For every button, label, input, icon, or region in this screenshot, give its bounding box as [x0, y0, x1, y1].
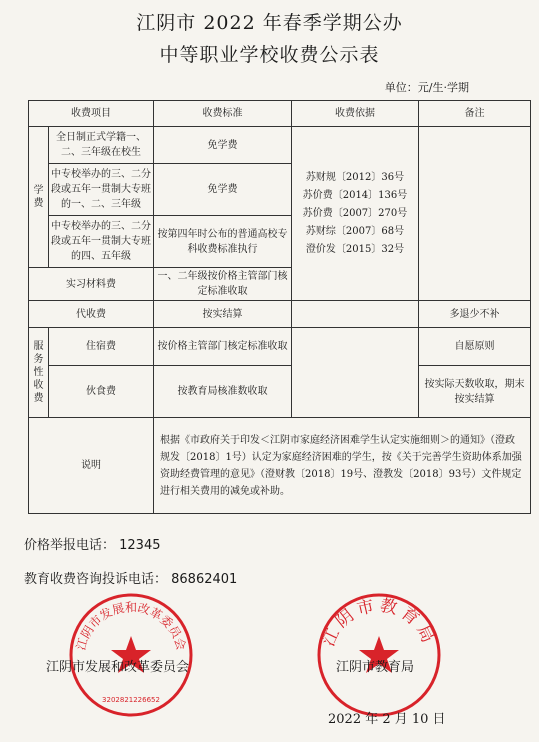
seal-ndrc-icon [66, 590, 196, 720]
tuition-desc: 中专校举办的三、二分段或五年一贯制大专班的一、二、三年级 [49, 164, 154, 216]
agency-std: 按实结算 [154, 301, 292, 328]
seal-education-bureau-icon [314, 590, 444, 720]
explain-label: 说明 [29, 418, 154, 514]
title-line-1: 江阴市 2022 年春季学期公办 [136, 12, 403, 34]
header-note: 备注 [419, 101, 531, 127]
svg-text:江阴市教育局: 江阴市教育局 [318, 595, 440, 650]
basis-empty [292, 301, 419, 328]
basis-empty [292, 328, 419, 418]
table-row [29, 127, 531, 164]
table-row [29, 328, 531, 366]
table-row [29, 366, 531, 418]
header-standard: 收费标准 [154, 101, 292, 127]
explain-text: 根据《市政府关于印发＜江阴市家庭经济困难学生认定实施细则＞的通知》（澄政规发〔2018〕1号）认定为家庭经济困难的学生，按《关于完善学生资助体系加强资助经费管理的意见》（澄财教〔2018〕19号、澄教发〔2018〕93号）文件规定进行相关费用的减免或补助。 [154, 418, 531, 514]
materials-std: 一、二年级按价格主管部门核定标准收取 [154, 268, 292, 301]
issue-date: 2022 年 2 月 10 日 [328, 712, 446, 727]
tuition-std: 免学费 [154, 127, 292, 164]
header-row [29, 101, 531, 127]
table-row [29, 301, 531, 328]
service-label: 服务性收费 [29, 328, 49, 418]
signer-education-bureau: 江阴市教育局 [336, 660, 415, 675]
service-note: 自愿原则 [419, 328, 531, 366]
agency-label: 代收费 [29, 301, 154, 328]
tuition-desc: 中专校举办的三、二分段或五年一贯制大专班的四、五年级 [49, 216, 154, 268]
basis-line: 苏财规〔2012〕36号 [305, 171, 405, 183]
header-item: 收费项目 [29, 101, 154, 127]
fee-table [28, 100, 531, 514]
basis-line: 澄价发〔2015〕32号 [305, 243, 405, 255]
signer-ndrc: 江阴市发展和改革委员会 [46, 660, 190, 675]
tuition-std: 按第四年时公布的普通高校专科收费标准执行 [154, 216, 292, 268]
header-basis: 收费依据 [292, 101, 419, 127]
service-item: 伙食费 [49, 366, 154, 418]
note-empty [419, 127, 531, 301]
title-line-2: 中等职业学校收费公示表 [159, 44, 380, 66]
basis-line: 苏价费〔2007〕270号 [302, 207, 408, 219]
service-note: 按实际天数收取，期末按实结算 [419, 366, 531, 418]
basis-line: 苏财综〔2007〕68号 [305, 225, 405, 237]
agency-note: 多退少不补 [419, 301, 531, 328]
tuition-std: 免学费 [154, 164, 292, 216]
service-std: 按教育局核准数收取 [154, 366, 292, 418]
svg-text:江阴市发展和改革委员会: 江阴市发展和改革委员会 [73, 600, 189, 652]
edu-hotline: 教育收费咨询投诉电话： 86862401 [24, 572, 238, 587]
service-item: 住宿费 [49, 328, 154, 366]
fee-basis [292, 127, 419, 301]
tuition-label: 学费 [29, 127, 49, 268]
svg-text:3202821226652: 3202821226652 [102, 696, 160, 704]
price-hotline: 价格举报电话： 12345 [24, 538, 161, 553]
service-std: 按价格主管部门核定标准收取 [154, 328, 292, 366]
basis-line: 苏价费〔2014〕136号 [302, 189, 408, 201]
tuition-desc: 全日制正式学籍一、二、三年级在校生 [49, 127, 154, 164]
unit-label: 单位：元/生·学期 [384, 81, 469, 94]
table-row [29, 418, 531, 514]
materials-label: 实习材料费 [29, 268, 154, 301]
